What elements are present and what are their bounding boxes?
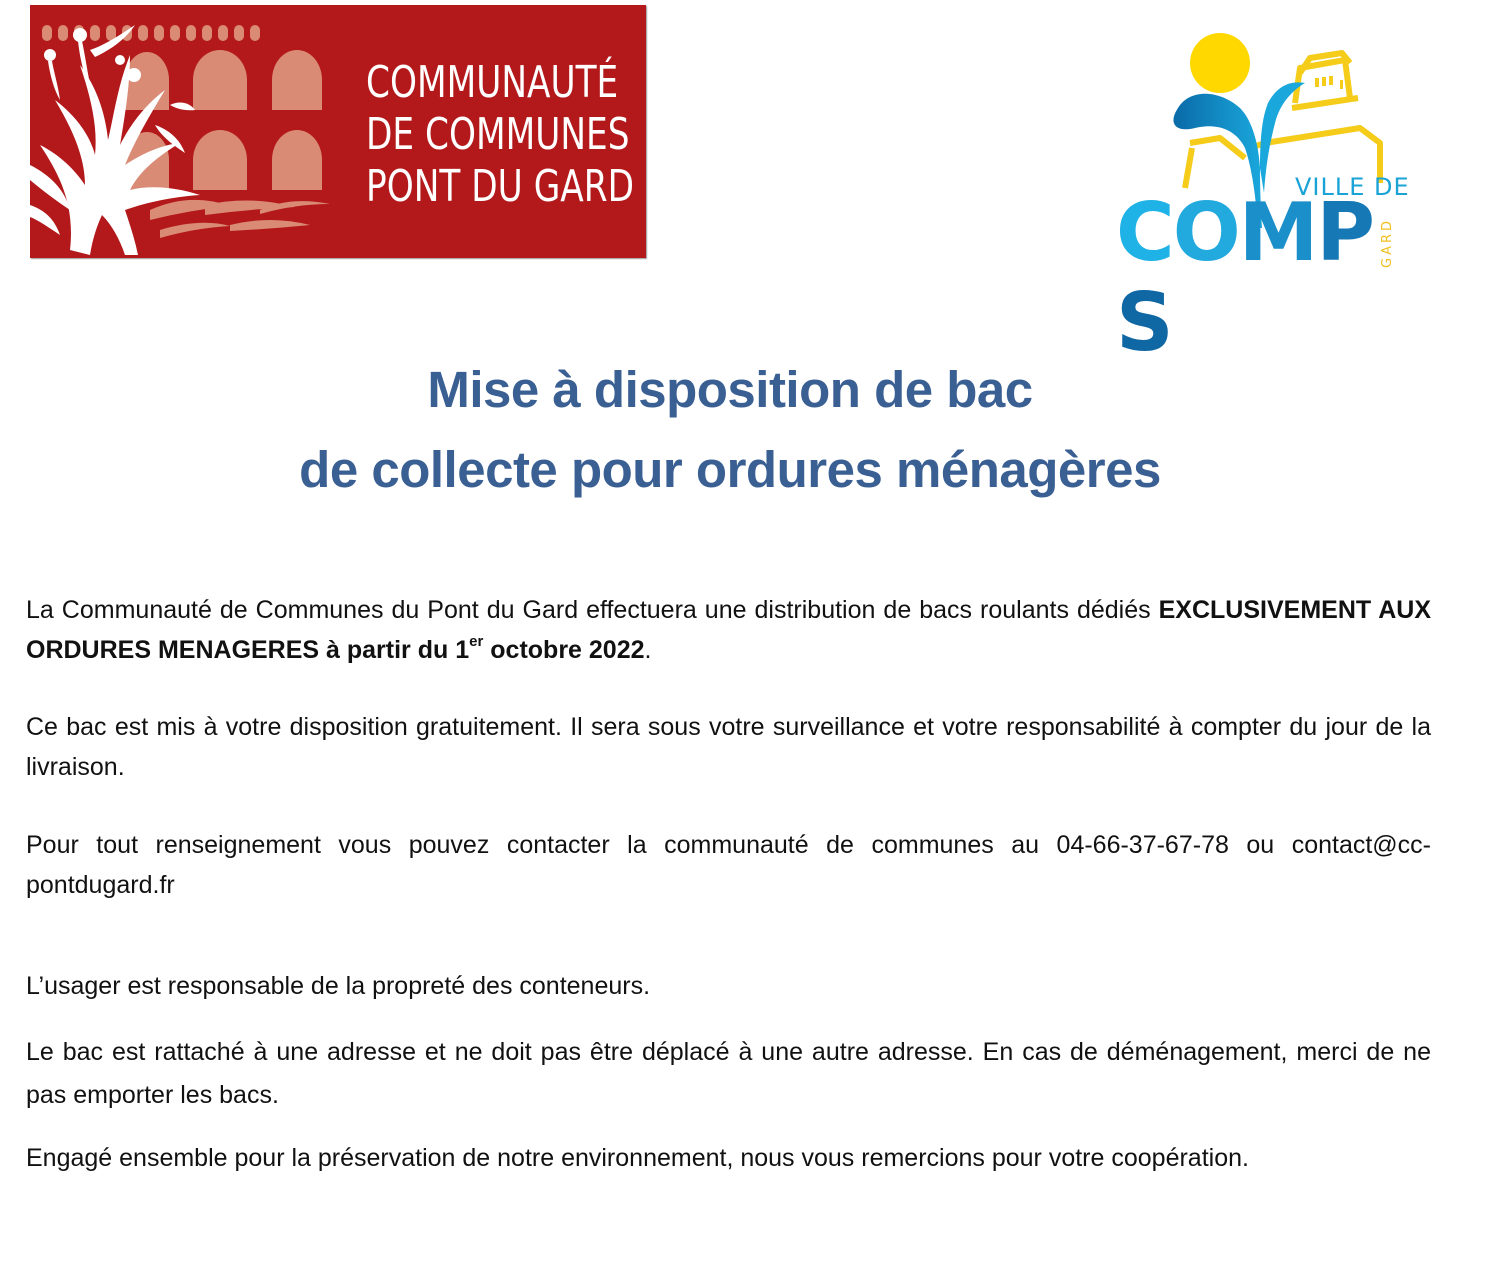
sun-icon <box>1190 33 1250 93</box>
paragraph-address: Le bac est rattaché à une adresse et ne doit pas être déplacé à une autre adresse. En cas de déménagement, merci de ne pas emporter les bacs. <box>26 1038 1431 1109</box>
bold-text: EXCLUSIVEMENT AUX ORDURES MENAGERES à partir du 1 <box>26 596 1431 664</box>
logo-line-1: COMMUNAUTÉ <box>366 57 619 108</box>
paragraph-free-of-charge: Ce bac est mis à votre disposition gratuitement. Il sera sous votre surveillance et votre responsabilité à compter du jour de la livraison. <box>26 713 1431 781</box>
logo-line-2: DE COMMUNES <box>366 109 630 160</box>
logo-line-3: PONT DU GARD <box>366 161 635 212</box>
communaute-de-communes-logo <box>30 5 646 258</box>
comps-letter: M <box>1238 186 1317 279</box>
paragraph-contact: Pour tout renseignement vous pouvez contacter la communauté de communes au 04-66-37-67-78 ou contact@cc-pontdugard.fr <box>26 831 1431 899</box>
comps-letter: P <box>1316 186 1373 279</box>
page-title <box>0 350 1460 510</box>
comps-letter: S <box>1116 276 1172 369</box>
title-line-1: Mise à disposition de bac <box>427 361 1033 418</box>
paragraph-cleanliness: L’usager est responsable de la propreté des conteneurs. <box>26 972 651 1000</box>
paragraph-thanks: Engagé ensemble pour la préservation de notre environnement, nous vous remercions pour votre coopération. <box>26 1144 1249 1172</box>
gard-label: GARD <box>1380 217 1395 268</box>
comps-wordmark <box>1116 188 1410 368</box>
comps-letter: C <box>1116 186 1173 279</box>
ordinal-superscript: er <box>469 633 484 650</box>
paragraph-text: La Communauté de Communes du Pont du Gard effectuera une distribution de bacs roulants dédiés <box>26 596 1159 624</box>
title-line-2: de collecte pour ordures ménagères <box>299 441 1161 498</box>
pont-du-gard-aqueduct-icon <box>30 5 360 258</box>
comps-letter: O <box>1172 186 1239 279</box>
paragraph-distribution <box>26 590 1431 670</box>
ville-de-comps-logo <box>1110 28 1410 369</box>
ville-de-label: VILLE DE <box>1295 173 1410 201</box>
communaute-name <box>366 57 634 213</box>
period: . <box>644 636 652 664</box>
bold-date: octobre 2022 <box>483 636 645 664</box>
